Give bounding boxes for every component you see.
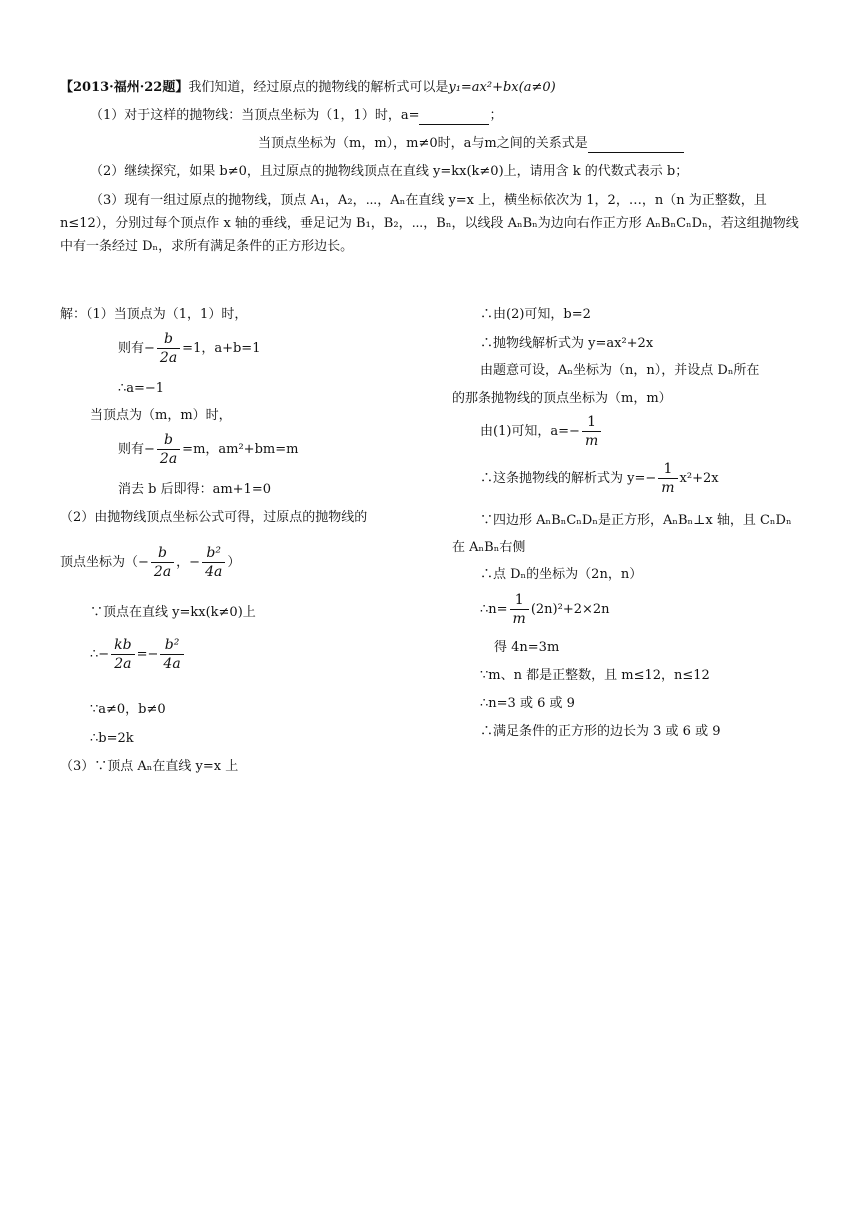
sol-l5: 则有− $\frac{b}{2a}$ =m，am²+bm=m [118,432,299,468]
fraction-1-over-m: $\frac{1}{m}$ [658,461,677,496]
fraction-b-over-2a: $\frac{b}{2a}$ [157,432,180,467]
sol-r4: 的那条抛物线的顶点坐标为（m，m） [452,391,672,406]
sol-r9: ∴点 Dₙ的坐标为（2n，n） [480,567,643,582]
sol-r8: 在 AₙBₙ右侧 [452,540,526,555]
question-2: （2）继续探究，如果 b≠0，且过原点的抛物线顶点在直线 y=kx(k≠0)上，请用含 k 的代数式表示 b； [90,164,689,179]
fraction-b2-over-4a: $\frac{\text{b²}}{4a}$ [202,545,225,580]
sol-l3: ∴a=−1 [118,381,165,396]
question-3: （3）现有一组过原点的抛物线，顶点 A₁，A₂，⋯，Aₙ在直线 y=x 上，横坐标依次为 1，2，…，n（n 为正整数，且 n≤12），分别过每个顶点作 x 轴的垂线，垂足记为 B₁，B₂，⋯，Bₙ，以线段 AₙBₙ为边向右作正方形 AₙBₙCₙDₙ，若这组抛物线中有一条经过 Dₙ，求所有满足条件的正方形边长。 [60,193,799,254]
sol-l7: （2）由抛物线顶点坐标公式可得，过原点的抛物线的 [60,510,368,525]
sol-r13: ∴n=3 或 6 或 9 [480,696,575,711]
sol-l12: ∴b=2k [90,731,134,746]
question-1a: （1）对于这样的抛物线：当顶点坐标为（1，1）时，a= ； [90,108,503,123]
fraction-b-over-2a: $\frac{b}{2a}$ [151,545,174,580]
sol-r7: ∵四边形 AₙBₙCₙDₙ是正方形，AₙBₙ⊥x 轴，且 CₙDₙ [480,513,792,528]
sol-l1: 解：（1）当顶点为（1，1）时， [60,307,248,322]
problem-line-1 [60,80,556,96]
sol-r6: ∴这条抛物线的解析式为 y=− $\frac{1}{m}$ x²+2x [480,461,719,497]
sol-l2: 则有− $\frac{b}{2a}$ =1，a+b=1 [118,331,261,367]
sol-l13: （3）∵顶点 Aₙ在直线 y=x 上 [60,759,239,774]
sol-l4: 当顶点为（m，m）时， [90,408,232,423]
fraction-1-over-m: $\frac{1}{m}$ [582,414,601,449]
answer-blank-a [419,108,489,125]
sol-r11: 得 4n=3m [494,640,560,655]
sol-r2: ∴抛物线解析式为 y=ax²+2x [480,336,654,351]
sol-r1: ∴由(2)可知，b=2 [480,307,591,322]
sol-r14: ∴满足条件的正方形的边长为 3 或 6 或 9 [480,724,721,739]
sol-l6: 消去 b 后即得：am+1=0 [118,482,271,497]
fraction-kb-over-2a: $\frac{kb}{2a}$ [111,637,134,672]
sol-r10: ∴n= $\frac{1}{m}$ (2n)²+2×2n [480,592,610,628]
sol-l8: 顶点坐标为（− $\frac{b}{2a}$ ，− $\frac{\text{b²}}{4a}$ ） [60,545,241,581]
sol-l10: ∴− $\frac{kb}{2a}$ =− $\frac{\text{b²}}{4a}$ [90,637,186,672]
sol-r12: ∵m、n 都是正整数，且 m≤12，n≤12 [480,668,710,683]
intro-formula: y₁=ax²+bx(a≠0) [448,80,556,95]
sol-l9: ∵顶点在直线 y=kx(k≠0)上 [90,605,256,620]
fraction-b-over-2a: $\frac{b}{2a}$ [157,331,180,366]
fraction-1-over-m: $\frac{1}{m}$ [510,592,529,627]
sol-r3: 由题意可设，Aₙ坐标为（n，n），并设点 Dₙ所在 [480,363,760,378]
sol-r5: 由(1)可知，a=− $\frac{1}{m}$ [480,414,603,449]
sol-l11: ∵a≠0，b≠0 [90,702,166,717]
problem-source: 【2013·福州·22题】 [60,80,189,95]
answer-blank-relation [588,136,684,153]
problem-intro: 我们知道，经过原点的抛物线的解析式可以是 [188,80,449,95]
question-1b: 当顶点坐标为（m，m），m≠0时，a与m之间的关系式是 [258,136,684,153]
fraction-b2-over-4a: $\frac{\text{b²}}{4a}$ [160,637,183,672]
